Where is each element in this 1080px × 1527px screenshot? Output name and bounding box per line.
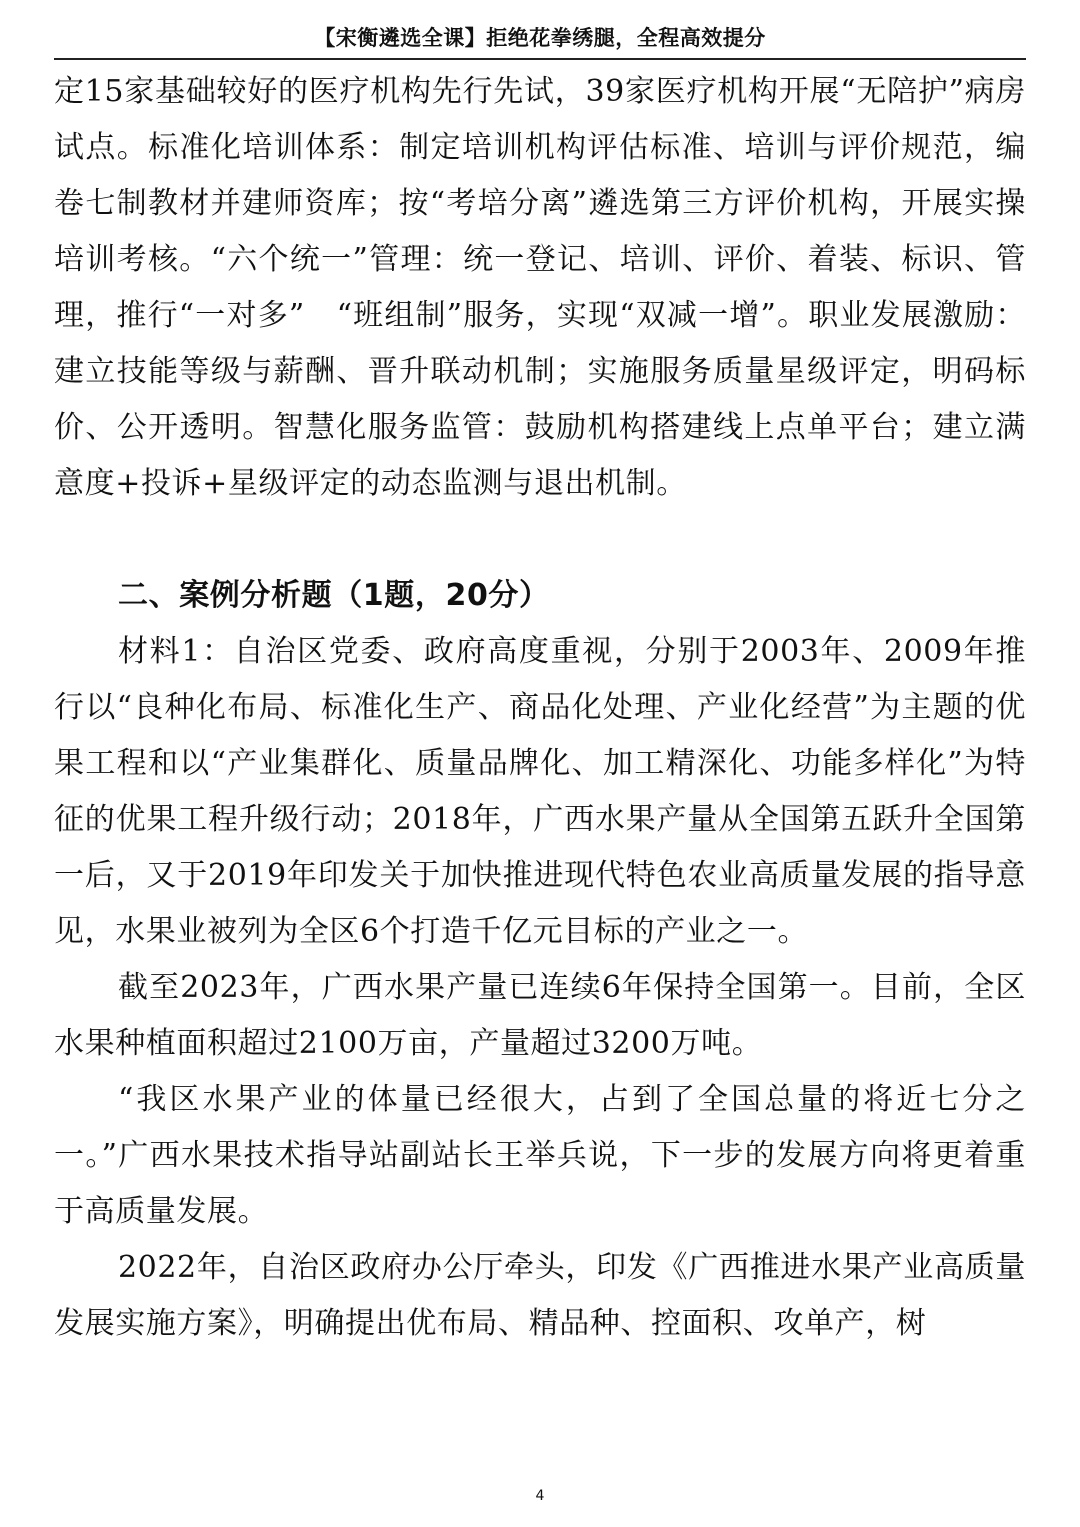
paragraph-material-1: 材料1：自治区党委、政府高度重视，分别于2003年、2009年推行以“良种化布局、标准化生产、商品化处理、产业化经营”为主题的优果工程和以“产业集群化、质量品牌化、加工精深化、功能多样化”为特征的优果工程升级行动；2018年，广西水果产量从全国第五跃升全国第一后，又于2019年印发关于加快推进现代特色农业高质量发展的指导意见，水果业被列为全区6个打造千亿元目标的产业之一。 — [54, 634, 1026, 949]
paragraph-quote: “我区水果产业的体量已经很大，占到了全国总量的将近七分之一。”广西水果技术指导站副站长王举兵说，下一步的发展方向将更着重于高质量发展。 — [54, 1082, 1026, 1229]
section-spacer — [54, 512, 1026, 568]
paragraph-plan-2022: 2022年，自治区政府办公厅牵头，印发《广西推进水果产业高质量发展实施方案》，明确提出优布局、精品种、控面积、攻单产，树 — [54, 1250, 1026, 1341]
header-divider — [54, 58, 1026, 60]
page-header-title: 【宋衡遴选全课】拒绝花拳绣腿，全程高效提分 — [314, 26, 766, 50]
section-heading: 二、案例分析题（1题，20分） — [118, 578, 550, 613]
page-number: 4 — [535, 1488, 545, 1504]
paragraph-output-stats: 截至2023年，广西水果产量已连续6年保持全国第一。目前，全区水果种植面积超过2100万亩，产量超过3200万吨。 — [54, 970, 1026, 1061]
document-body — [54, 64, 1026, 1352]
paragraph-continued: 定15家基础较好的医疗机构先行先试，39家医疗机构开展“无陪护”病房试点。标准化培训体系：制定培训机构评估标准、培训与评价规范，编卷七制教材并建师资库；按“考培分离”遴选第三方评价机构，开展实操培训考核。“六个统一”管理：统一登记、培训、评价、着装、标识、管理，推行“一对多” “班组制”服务，实现“双减一增”。职业发展激励：建立技能等级与薪酬、晋升联动机制；实施服务质量星级评定，明码标价、公开透明。智慧化服务监管：鼓励机构搭建线上点单平台；建立满意度+投诉+星级评定的动态监测与退出机制。 — [54, 74, 1026, 501]
